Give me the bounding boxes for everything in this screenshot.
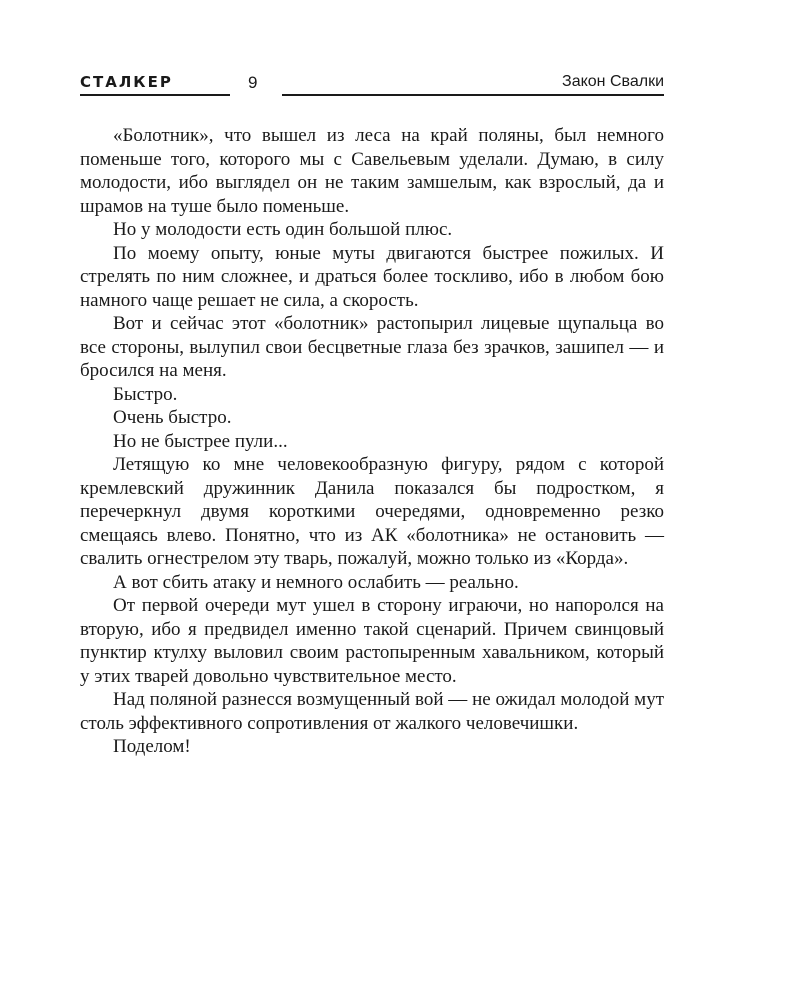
book-title: Закон Свалки	[562, 73, 664, 90]
paragraph: Очень быстро.	[113, 407, 232, 428]
paragraph: Но у молодости есть один большой плюс.	[113, 219, 453, 240]
paragraph: По моему опыту, юные муты двигаются быстрее пожилых. И стрелять по ним сложнее, и драться более тоскливо, ибо в любом бою намного чаще решает не сила, а скорость.	[80, 242, 664, 311]
paragraph: Вот и сейчас этот «болотник» растопырил лицевые щупальца во все стороны, вылупил свои бесцветные глаза без зрачков, зашипел — и бросился на меня.	[80, 313, 664, 381]
paragraph: Но не быстрее пули...	[113, 430, 288, 452]
paragraph: Быстро.	[113, 383, 178, 405]
series-title: СТАЛКЕР	[80, 72, 230, 96]
paragraph: Над поляной разнесся возмущенный вой — не ожидал молодой мут столь эффективного сопротивления от жалкого человечишки.	[80, 689, 664, 734]
page-number: 9	[248, 73, 258, 92]
running-header	[80, 72, 664, 98]
paragraph: «Болотник», что вышел из леса на край поляны, был немного поменьше того, которого мы с Савельевым уделали. Думаю, в силу молодости, ибо выглядел он не таким замшелым, как взрослый, да и шрамов на туше было поменьше.	[80, 125, 664, 217]
page-body	[80, 124, 664, 759]
paragraph: А вот сбить атаку и немного ослабить — реально.	[113, 571, 519, 593]
paragraph: Поделом!	[113, 736, 191, 757]
paragraph: От первой очереди мут ушел в сторону играючи, но напоролся на вторую, ибо я предвидел именно такой сценарий. Причем свинцовый пунктир ктулху выловил своим растопыренным хавальником, который у этих тварей довольно чувствительное место.	[80, 595, 664, 687]
header-rule	[282, 94, 664, 96]
paragraph: Летящую ко мне человекообразную фигуру, рядом с которой кремлевский дружинник Данила показался бы подростком, я перечеркнул двумя короткими очередями, одновременно резко смещаясь влево. Понятно, что из АК «болотника» не остановить — свалить огнестрелом эту тварь, пожалуй, можно только из «Корда».	[80, 454, 664, 569]
